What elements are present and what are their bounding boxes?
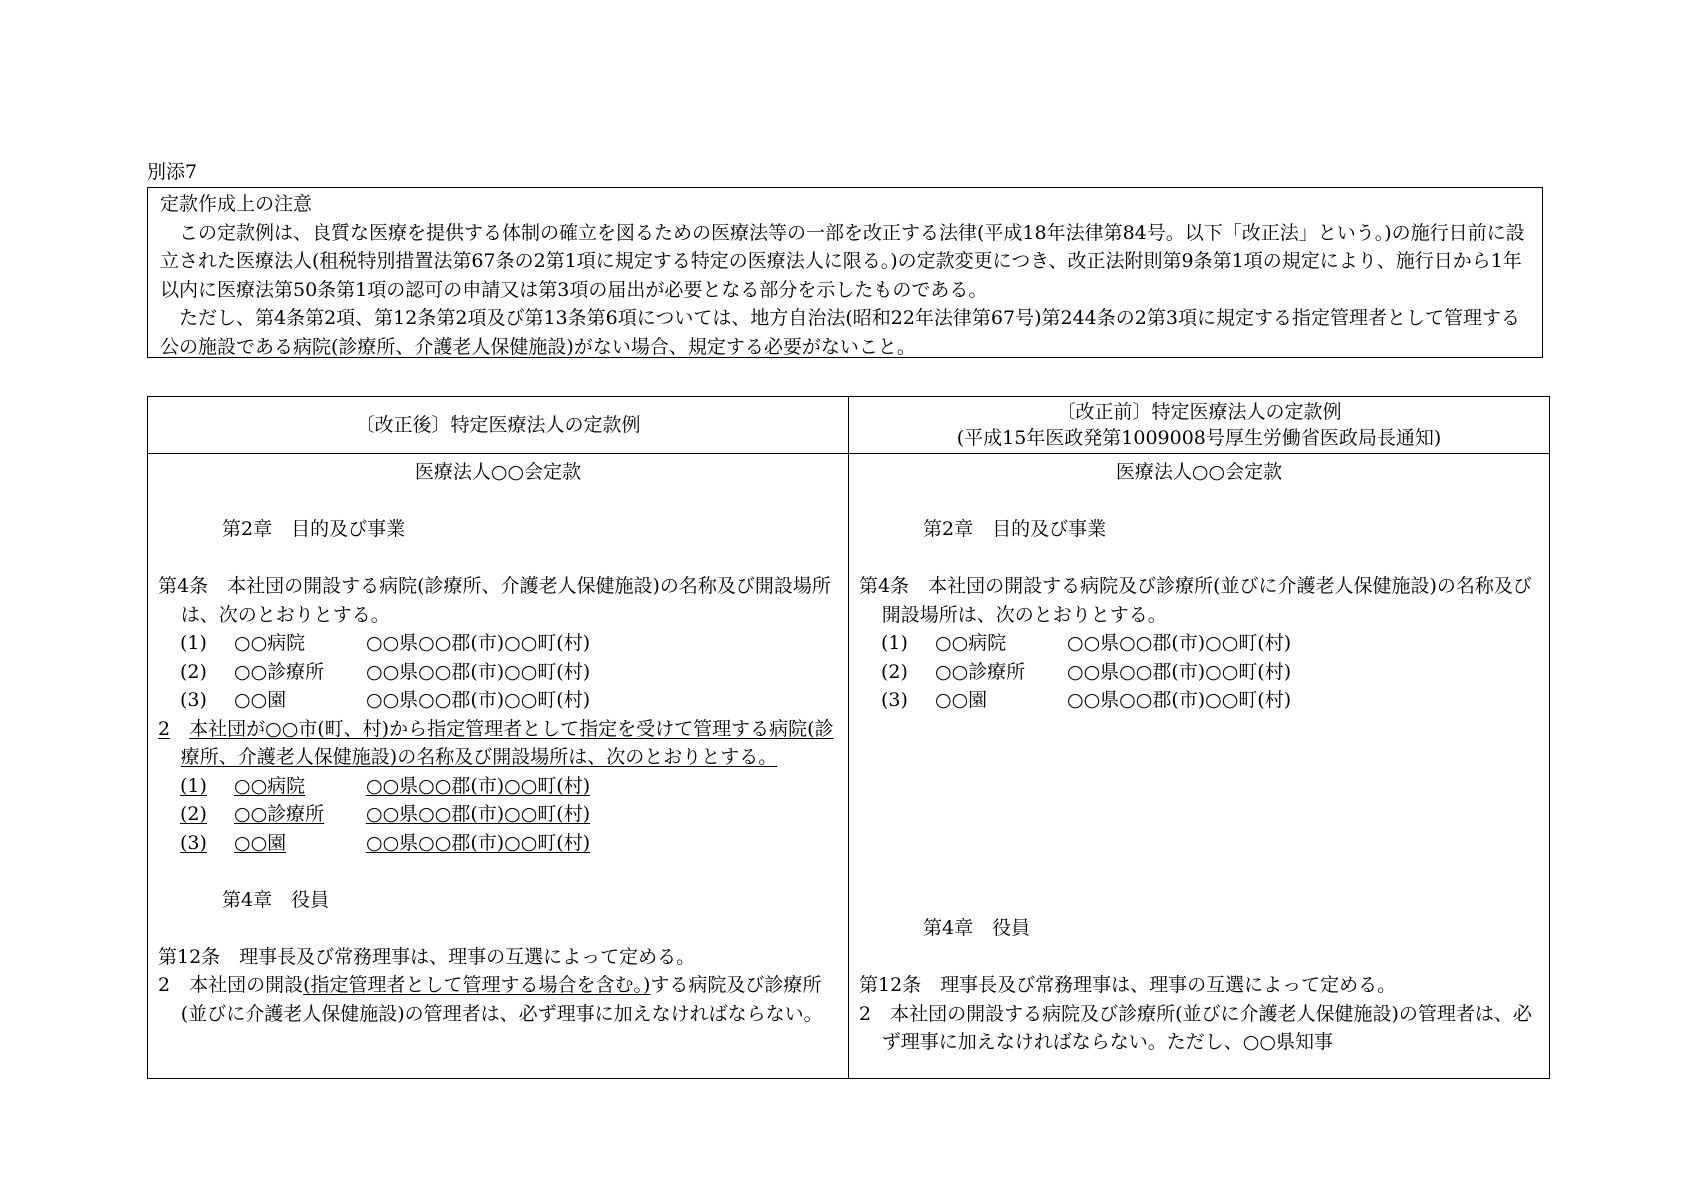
attachment-label: 別添7 — [147, 161, 198, 183]
list-item: (1) ○○病院 ○○県○○郡(市)○○町(村) — [180, 774, 591, 797]
left-chapter-4: 第4章 役員 — [222, 888, 330, 911]
right-chapter-2: 第2章 目的及び事業 — [923, 518, 1107, 540]
left-article-4-paragraph-2: 2 本社団が○○市(町、村)から指定管理者として指定を受けて管理する病院(診療所、介護老人保健施設)の名称及び開設場所は、次のとおりとする。 — [158, 717, 834, 768]
left-article-12: 第12条 理事長及び常務理事は、理事の互選によって定める。 — [158, 945, 696, 968]
right-article-12-paragraph-2: 2 本社団の開設する病院及び診療所(並びに介護老人保健施設)の管理者は、必ず理事に加えなければならない。ただし、○○県知事 — [859, 1002, 1532, 1053]
left-article-4: 第4条 本社団の開設する病院(診療所、介護老人保健施設)の名称及び開設場所は、次のとおりとする。 — [158, 575, 831, 626]
notice-box — [147, 187, 1543, 358]
right-chapter-4: 第4章 役員 — [923, 917, 1031, 939]
notice-paragraph-1: この定款例は、良質な医療を提供する体制の確立を図るための医療法等の一部を改正する法律(平成18年法律第84号。以下「改正法」という。)の施行日前に設立された医療法人(租税特別措置法第67条の2第1項に規定する特定の医療法人に限る。)の定款変更につき、改正法附則第9条第1項の規定により、施行日から1年以内に医療法第50条第1項の認可の申請又は第3項の届出が必要となる部分を示したものである。 — [160, 221, 1525, 301]
right-document-title: 医療法人○○会定款 — [1115, 461, 1283, 483]
list-item: (2) ○○診療所 ○○県○○郡(市)○○町(村) — [180, 803, 591, 825]
notice-title: 定款作成上の注意 — [160, 193, 313, 215]
left-column-header: 〔改正後〕特定医療法人の定款例 — [148, 397, 849, 454]
list-item: (1) ○○病院 ○○県○○郡(市)○○町(村) — [180, 632, 591, 654]
comparison-table — [147, 396, 1550, 1079]
notice-paragraph-2: ただし、第4条第2項、第12条第2項及び第13条第6項については、地方自治法(昭和22年法律第67号)第244条の2第3項に規定する指定管理者として管理する公の施設である病院(診療所、介護老人保健施設)がない場合、規定する必要がないこと。 — [160, 307, 1520, 358]
list-item: (3) ○○園 ○○県○○郡(市)○○町(村) — [881, 689, 1292, 711]
right-column-header: 〔改正前〕特定医療法人の定款例 (平成15年医政発第1009008号厚生労働省医政局長通知) — [849, 397, 1550, 454]
list-item: (2) ○○診療所 ○○県○○郡(市)○○町(村) — [180, 660, 591, 683]
left-document-title: 医療法人○○会定款 — [414, 461, 582, 483]
right-article-12: 第12条 理事長及び常務理事は、理事の互選によって定める。 — [859, 974, 1397, 996]
list-item: (1) ○○病院 ○○県○○郡(市)○○町(村) — [881, 632, 1292, 654]
list-item: (3) ○○園 ○○県○○郡(市)○○町(村) — [180, 689, 591, 711]
left-column — [148, 454, 849, 1079]
list-item: (3) ○○園 ○○県○○郡(市)○○町(村) — [180, 831, 591, 854]
list-item: (2) ○○診療所 ○○県○○郡(市)○○町(村) — [881, 660, 1292, 683]
left-chapter-2: 第2章 目的及び事業 — [222, 518, 406, 540]
right-column — [849, 454, 1550, 1079]
right-article-4: 第4条 本社団の開設する病院及び診療所(並びに介護老人保健施設)の名称及び開設場所は、次のとおりとする。 — [859, 575, 1532, 626]
left-article-12-paragraph-2: 2 本社団の開設(指定管理者として管理する場合を含む。)する病院及び診療所(並びに介護老人保健施設)の管理者は、必ず理事に加えなければならない。 — [158, 974, 823, 1025]
